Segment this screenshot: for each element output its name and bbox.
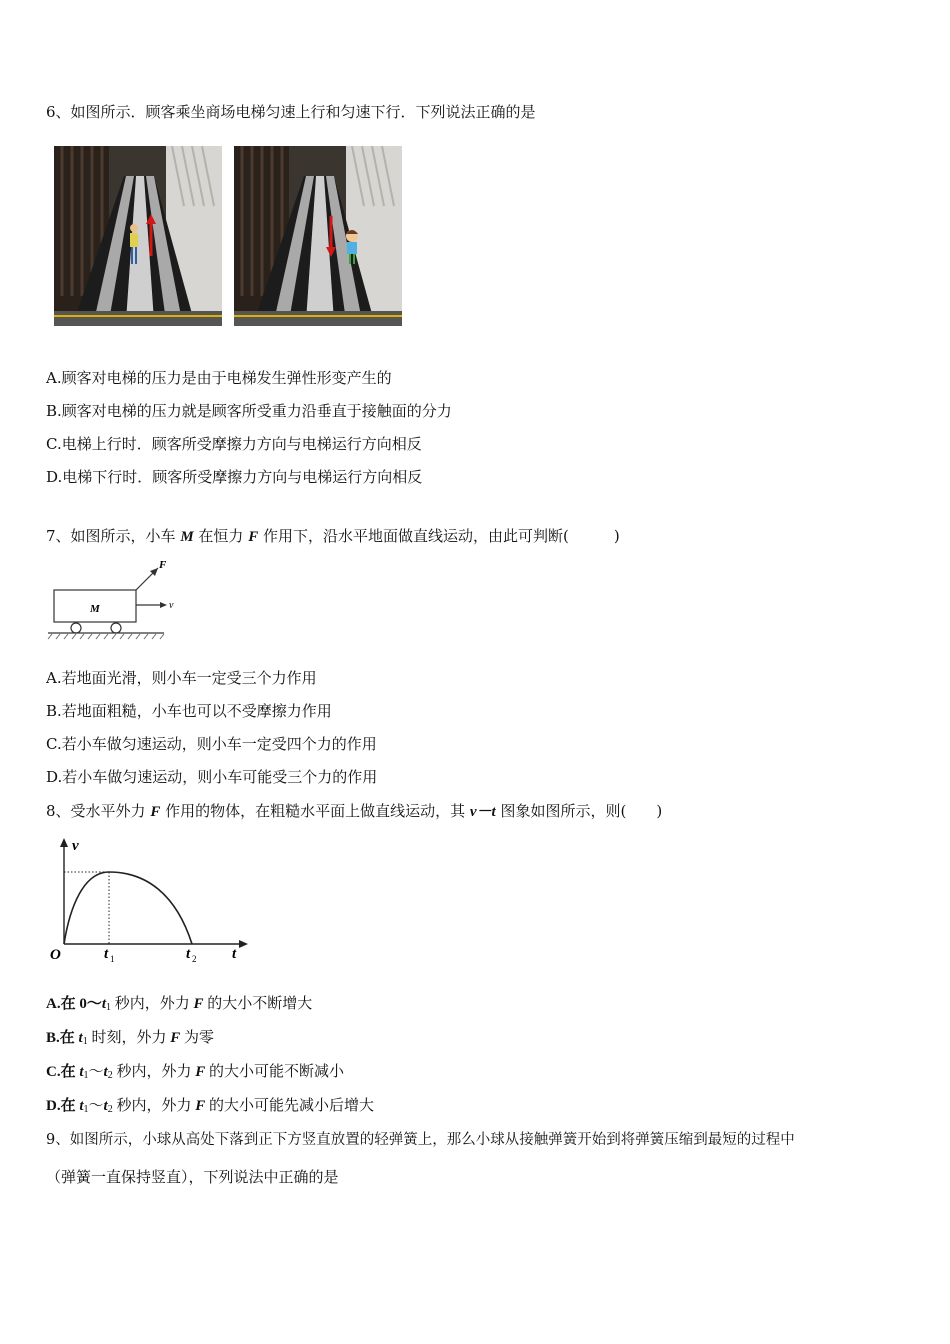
escalator-down-photo	[234, 146, 402, 326]
q8-option-c: C.在 $t_1\sim t_2$ 秒内，外力 F 的大小可能不断减小	[46, 1064, 344, 1081]
q6-option-a: A.顾客对电梯的压力是由于电梯发生弹性形变产生的	[46, 369, 392, 387]
q6-option-c: C.电梯上行时．顾客所受摩擦力方向与电梯运行方向相反	[46, 435, 422, 453]
velocity-label: v	[169, 600, 174, 611]
vt-graph	[46, 832, 256, 972]
force-label: F	[159, 559, 167, 571]
q8-option-a: A.在 $0\sim t_1$ 秒内，外力 F 的大小不断增大	[46, 996, 313, 1013]
q7-option-b: B.若地面粗糙，小车也可以不受摩擦力作用	[46, 702, 332, 720]
q7-option-c: C.若小车做匀速运动，则小车一定受四个力的作用	[46, 735, 377, 753]
vt-graph-origin: O	[50, 947, 61, 963]
cart-figure	[46, 556, 186, 646]
q6-option-b: B.顾客对电梯的压力就是顾客所受重力沿垂直于接触面的分力	[46, 402, 452, 420]
q9-stem-line2: （弹簧一直保持竖直），下列说法中正确的是	[46, 1168, 339, 1186]
vt-graph-t2-sub: 2	[192, 954, 197, 964]
q7-stem: 7、如图所示，小车 M 在恒力 F 作用下，沿水平地面做直线运动，由此可判断( )	[46, 527, 620, 545]
escalator-up-photo	[54, 146, 222, 326]
q9-stem-line1: 9、如图所示，小球从高处下落到正下方竖直放置的轻弹簧上，那么小球从接触弹簧开始到将弹簧压缩到最短的过程中	[46, 1132, 795, 1148]
q7-option-a: A.若地面光滑，则小车一定受三个力作用	[46, 669, 317, 687]
vt-graph-xlabel: t	[232, 946, 237, 962]
cart-mass-label: M	[90, 603, 100, 615]
q8-option-d: D.在 $t_1\sim t_2$ 秒内，外力 F 的大小可能先减小后增大	[46, 1098, 374, 1115]
vt-graph-ylabel: v	[72, 838, 79, 854]
q7-option-d: D.若小车做匀速运动，则小车可能受三个力的作用	[46, 768, 378, 786]
vt-graph-t1: t	[104, 946, 109, 962]
q8-stem: 8、受水平外力 F 作用的物体，在粗糙水平面上做直线运动，其 v－t 图象如图所示，则( )	[46, 802, 663, 820]
vt-graph-t2: t	[186, 946, 191, 962]
q6-option-d: D.电梯下行时．顾客所受摩擦力方向与电梯运行方向相反	[46, 468, 423, 486]
q6-stem: 6、如图所示．顾客乘坐商场电梯匀速上行和匀速下行．下列说法正确的是	[46, 103, 536, 121]
vt-graph-t1-sub: 1	[110, 954, 115, 964]
q8-option-b: B.在 $t_1$ 时刻，外力 F 为零	[46, 1030, 214, 1047]
